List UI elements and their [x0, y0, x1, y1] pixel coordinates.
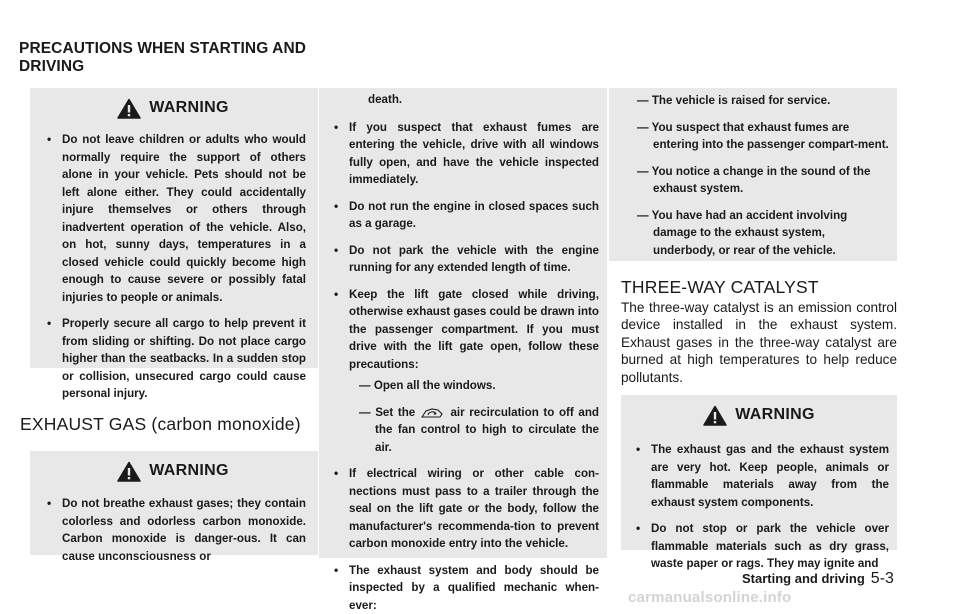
- list-item: • If electrical wiring or other cable con-nections must pass to a trailer through the seal on the lift gate or the body, follow the manufacturer's recommenda-tion to prevent carbon monoxide entry into the vehicle.: [327, 465, 599, 553]
- footer-section: Starting and driving: [742, 571, 865, 586]
- warning-box-exhaust: [30, 451, 318, 555]
- section-title-exhaust-gas: EXHAUST GAS (carbon monoxide): [20, 414, 301, 435]
- list-item: • If you suspect that exhaust fumes are entering the vehicle, drive with all windows fully open, and have the vehicle inspected immediately.: [327, 119, 599, 189]
- warning-box-continued: [319, 88, 607, 558]
- warning-box-children: [30, 88, 318, 368]
- list-item: • Do not run the engine in closed spaces such as a garage.: [327, 198, 599, 233]
- column-1: [30, 88, 318, 368]
- page-footer: [742, 570, 894, 588]
- list-item: • Properly secure all cargo to help prevent it from sliding or shifting. Do not place cargo higher than the seatbacks. In a sudden stop or collision, unsecured cargo could cause personal injury.: [40, 315, 306, 403]
- list-item: • Do not breathe exhaust gases; they contain colorless and odorless carbon monoxide. Carbon monoxide is danger-ous. It can cause unconsciousness or: [40, 495, 306, 565]
- warning-title: WARNING: [149, 99, 228, 117]
- list-item: — You have had an accident involving damage to the exhaust system, underbody, or rear of the vehicle.: [627, 207, 889, 260]
- dash-text: air recirculation to off and the fan control to high to circulate the air.: [375, 406, 599, 454]
- watermark: carmanualsonline.info: [628, 589, 791, 606]
- column-3: [609, 88, 897, 261]
- continuation-text: death.: [327, 91, 599, 109]
- warning-triangle-icon: [703, 405, 727, 426]
- inspection-conditions: [617, 92, 889, 259]
- page-heading: PRECAUTIONS WHEN STARTING AND DRIVING: [19, 40, 319, 76]
- section-title-three-way-catalyst: THREE-WAY CATALYST: [621, 277, 819, 298]
- list-item: • Do not stop or park the vehicle over flammable materials such as dry grass, waste paper or rags. They may ignite and: [629, 520, 889, 573]
- list-item: — You suspect that exhaust fumes are entering into the passenger compart-ment.: [627, 119, 889, 154]
- warning-title: WARNING: [149, 462, 228, 480]
- list-item: • The exhaust system and body should be inspected by a qualified mechanic when-ever:: [327, 562, 599, 614]
- page-number: 5-3: [871, 570, 894, 587]
- warning-header: [40, 451, 306, 489]
- list-item: [327, 286, 599, 457]
- list-item: • Do not leave children or adults who would normally require the support of others alone in your vehicle. Pets should not be left alone either. They could accidentally injure themselves or others through inadvertent operation of the vehicle. Also, on hot, sunny days, temperatures in a closed vehicle could quickly become high enough to cause severe or possibly fatal injuries to people or animals.: [40, 131, 306, 306]
- warning-bullets: [40, 495, 306, 565]
- catalyst-description: The three-way catalyst is an emission control device installed in the exhaust system. Exhaust gases in the three-way catalyst are burned at high temperatures to help reduce pollutants.: [621, 299, 897, 386]
- warning-bullets: [629, 441, 889, 573]
- warning-triangle-icon: [117, 98, 141, 119]
- warning-triangle-icon: [117, 461, 141, 482]
- liftgate-precautions: [349, 377, 599, 456]
- warning-box-catalyst: [621, 395, 897, 550]
- warning-box-continued: [609, 88, 897, 261]
- list-item: — You notice a change in the sound of the exhaust system.: [627, 163, 889, 198]
- list-item: [349, 404, 599, 457]
- warning-bullets: [40, 131, 306, 403]
- warning-bullets: [327, 119, 599, 614]
- air-recirculation-icon: [420, 405, 446, 419]
- column-2: [319, 88, 607, 558]
- warning-header: [629, 395, 889, 433]
- dash-text: — Set the: [359, 406, 415, 419]
- warning-title: WARNING: [735, 406, 814, 424]
- liftgate-text: Keep the lift gate closed while driving, otherwise exhaust gases could be drawn into the passenger compartment. If you must drive with the lift gate open, follow these precautions:: [349, 288, 599, 371]
- list-item: • The exhaust gas and the exhaust system are very hot. Keep people, animals or flammable materials away from the exhaust system components.: [629, 441, 889, 511]
- warning-header: [40, 88, 306, 126]
- list-item: — Open all the windows.: [349, 377, 599, 395]
- list-item: • Do not park the vehicle with the engine running for any extended length of time.: [327, 242, 599, 277]
- list-item: — The vehicle is raised for service.: [627, 92, 889, 110]
